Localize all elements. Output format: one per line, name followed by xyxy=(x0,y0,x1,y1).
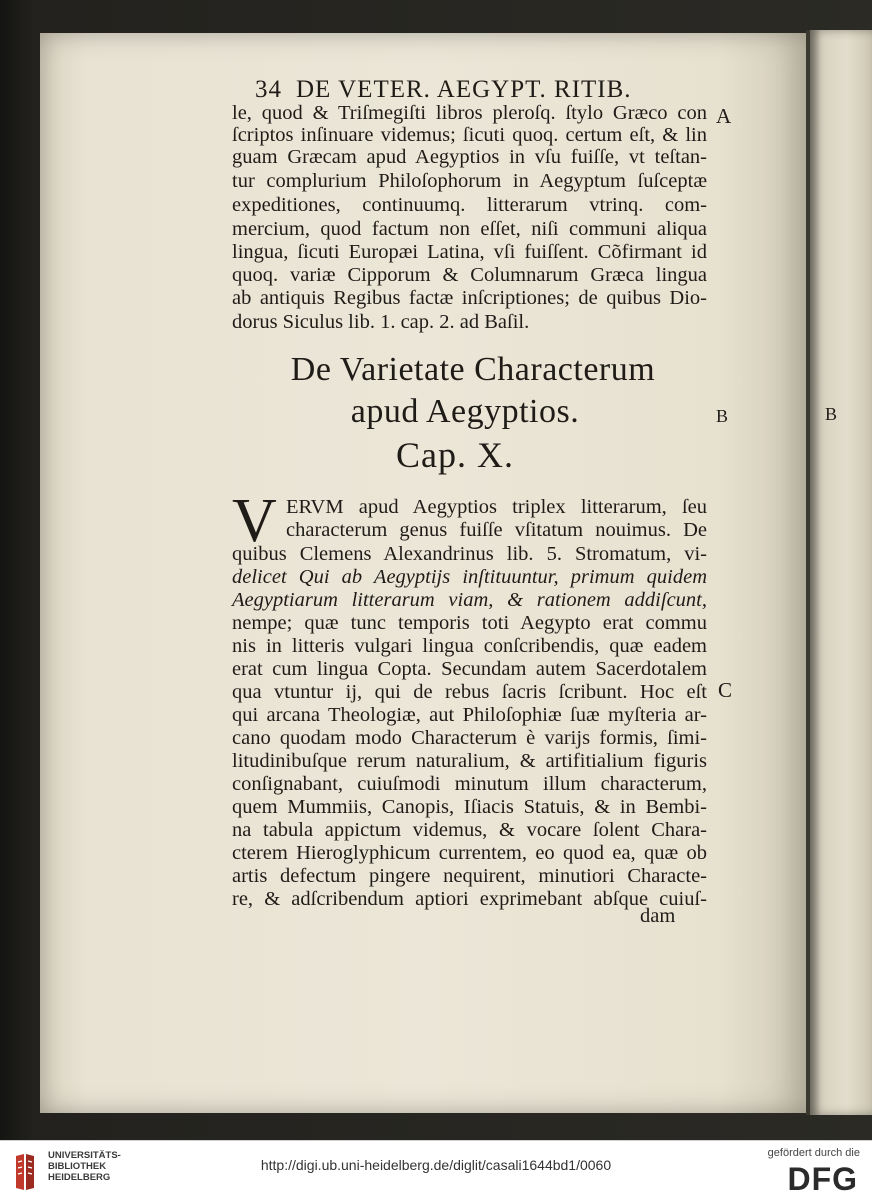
text-line: ERVM apud Aegyptios triplex litterarum, ſeu xyxy=(286,496,707,518)
text-line: na tabula appictum videmus, & vocare ſolent Chara- xyxy=(232,819,707,841)
margin-note-b: B xyxy=(716,406,729,426)
text-line: lingua, ſicuti Europæi Latina, vſi fuiſſent. Cõfirmant id xyxy=(232,241,707,263)
text-line: delicet Qui ab Aegyptijs inſtituuntur, primum quidem xyxy=(232,566,707,588)
text-line: dorus Siculus lib. 1. cap. 2. ad Baſil. xyxy=(232,311,530,333)
text-line: mercium, quod factum non eſſet, niſi communi aliqua xyxy=(232,218,707,240)
library-name-line-3: HEIDELBERG xyxy=(48,1172,111,1183)
text-line: guam Græcam apud Aegyptios in vſu fuiſſe, vt teſtan- xyxy=(232,146,707,168)
margin-note-c: C xyxy=(718,678,733,702)
text-line: quoq. variæ Cipporum & Columnarum Græca lingua xyxy=(232,264,707,286)
text-line: re, & adſcribendum aptiori exprimebant abſque cuiuſ- xyxy=(232,888,707,910)
page-number: 34 xyxy=(255,76,282,103)
text-line: conſignabant, cuiuſmodi minutum illum characterum, xyxy=(232,773,707,795)
funding-label: gefördert durch die xyxy=(767,1147,860,1159)
chapter-title-line-2: apud Aegyptios. xyxy=(350,393,580,430)
text-line: erat cum lingua Copta. Secundam autem Sacerdotalem xyxy=(232,658,707,680)
text-line: ab antiquis Regibus factæ inſcriptiones; de quibus Dio- xyxy=(232,287,707,309)
permalink-url[interactable]: http://digi.ub.uni-heidelberg.de/diglit/casali1644bd1/0060 xyxy=(260,1157,612,1173)
chapter-number: Cap. X. xyxy=(396,435,514,475)
text-line: qua vtuntur ij, qui de rebus ſacris ſcribunt. Hoc eſt xyxy=(232,681,707,703)
margin-note-a: A xyxy=(716,104,732,128)
chapter-title-line-1: De Varietate Characterum xyxy=(290,351,656,388)
text-line: nempe; quæ tunc temporis toti Aegypto erat commu xyxy=(232,612,707,634)
library-name-line-1: UNIVERSITÄTS- xyxy=(48,1150,121,1161)
library-name-line-2: BIBLIOTHEK xyxy=(48,1161,107,1172)
text-line: ſcriptos inſinuare videmus; ſicuti quoq. certum eſt, & lin xyxy=(232,124,707,146)
text-line: Aegyptiarum litterarum viam, & rationem addiſcunt, xyxy=(232,589,707,611)
text-line: tur complurium Philoſophorum in Aegyptum ſuſceptæ xyxy=(232,170,707,192)
text-line: cano quodam modo Characterum è varijs formis, ſimi- xyxy=(232,727,707,749)
text-line: litudinibuſque rerum naturalium, & artifitialium figuris xyxy=(232,750,707,772)
text-line: characterum genus fuiſſe vſitatum nouimus. De xyxy=(286,519,707,541)
text-line: qui arcana Theologiæ, aut Philoſophiæ ſuæ myſteria ar- xyxy=(232,704,707,726)
text-line: artis defectum pingere nequirent, minutiori Characte- xyxy=(232,865,707,887)
facing-page-margin-letter: B xyxy=(825,404,838,424)
dfg-logo: DFG xyxy=(787,1161,858,1197)
text-line: le, quod & Triſmegiſti libros pleroſq. ſtylo Græco con xyxy=(232,102,707,124)
text-line: expeditiones, continuumq. litterarum vtrinq. com- xyxy=(232,194,707,216)
running-head xyxy=(255,76,695,104)
text-line: quibus Clemens Alexandrinus lib. 5. Stromatum, vi- xyxy=(232,543,707,565)
running-title: DE VETER. AEGYPT. RITIB. xyxy=(296,76,632,103)
facing-page-edge xyxy=(810,30,872,1115)
text-line: cterem Hieroglyphicum currentem, eo quod ea, quæ ob xyxy=(232,842,707,864)
drop-cap: V xyxy=(232,487,277,555)
catchword: dam xyxy=(640,905,676,927)
text-line: quem Mummiis, Canopis, Iſiacis Statuis, & in Bembi- xyxy=(232,796,707,818)
text-line: nis in litteris vulgari lingua conſcribendis, quæ eadem xyxy=(232,635,707,657)
